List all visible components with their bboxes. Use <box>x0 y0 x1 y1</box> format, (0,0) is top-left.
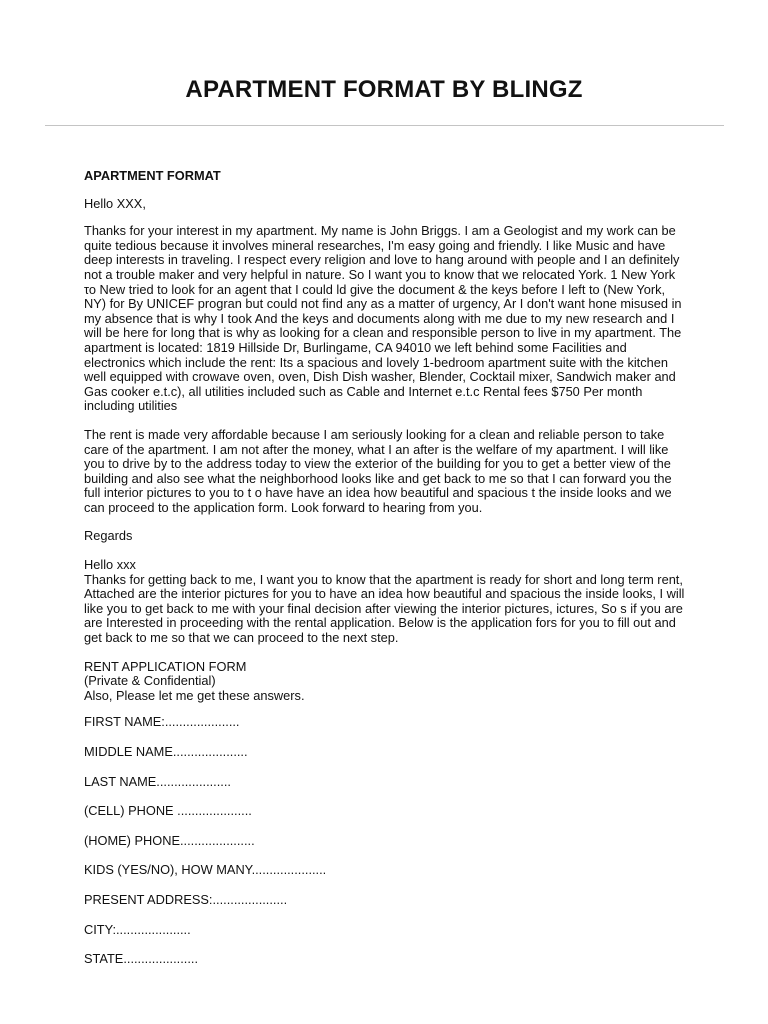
letter-paragraph-1: Thanks for your interest in my apartment. My name is John Briggs. I am a Geologist and my work can be quite tedious because it involves mineral researches, I'm easy going and friendly. I like Music and have deep interests in traveling. I respect every religion and love to hang around with people and I an definitely not a trouble maker and very helpful in nature. So I want you to know that we relocated York. 1 New York το New tried to look for an agent that I could ld give the document & the keys before I left to (New York, NY) for By UNICEF progran but could not find any as a matter of urgency, Ar I don't want hone misused in my absence that is why I took And the keys and documents along with me due to my new research and I will be here for long that is why as looking for a clean and responsible person to live in my apartment. The apartment is located: 1819 Hillside Dr, Burlingame, CA 94010 we left behind some Facilities and electronics which include the rent: Its a spacious and lovely 1-bedroom apartment suite with the kitchen well equipped with crowave oven, oven, Dish Dish washer, Blender, Cocktail mixer, Sandwich maker and Gas cooker e.t.c), all utilities included such as Cable and Internet e.t.c Rental fees $750 Per month including utilities <box>84 223 682 414</box>
letter-signoff: Regards <box>84 528 133 544</box>
form-title: RENT APPLICATION FORM <box>84 658 247 674</box>
form-field-city: CITY:..................... <box>84 921 191 937</box>
form-field-state: STATE..................... <box>84 951 199 967</box>
letter-heading: APARTMENT FORMAT <box>84 168 221 183</box>
form-field-middle-name: MIDDLE NAME..................... <box>84 744 248 759</box>
form-subtitle: (Private & Confidential) <box>84 673 216 689</box>
form-field-last-name: LAST NAME..................... <box>84 773 231 789</box>
document-title: APARTMENT FORMAT BY BLINGZ <box>185 76 583 103</box>
reply-paragraph: Thanks for getting back to me, I want you to know that the apartment is ready for short and long term rent, Attached are the interior pictures for you to have an idea how beautiful and spacious the inside looks, I will like you to get back to me with your final decision after viewing the interior pictures, ictures, So s if you are are Interested in proceeding with the rental application. Below is the application fors for you to fill out and get back to me so that we can proceed to the next step. <box>84 571 685 646</box>
document-body <box>84 169 688 967</box>
title-divider <box>45 125 724 126</box>
form-intro: Also, Please let me get these answers. <box>84 687 305 703</box>
letter-greeting: Hello XXX, <box>84 195 146 211</box>
letter-paragraph-2: The rent is made very affordable because I am seriously looking for a clean and reliable person to take care of the apartment. I am not after the money, what I an after is the welfare of my apartment. I will like you to drive by to the address today to view the exterior of the building for you to get a better view of the building and also see what the neighborhood looks like and get back to me so that I can forward you the full interior pictures to you to t o have have an idea how beautiful and spacious t the inside looks and we can proceed to the application form. Look forward to hearing from you. <box>84 426 672 515</box>
form-field-present-address: PRESENT ADDRESS:..................... <box>84 891 288 907</box>
form-field-home-phone: (HOME) PHONE..................... <box>84 832 255 848</box>
form-field-first-name: FIRST NAME:..................... <box>84 714 240 730</box>
form-field-cell-phone: (CELL) PHONE ..................... <box>84 803 252 819</box>
form-field-kids: KIDS (YES/NO), HOW MANY..................... <box>84 862 327 878</box>
reply-greeting: Hello xxx <box>84 557 136 573</box>
